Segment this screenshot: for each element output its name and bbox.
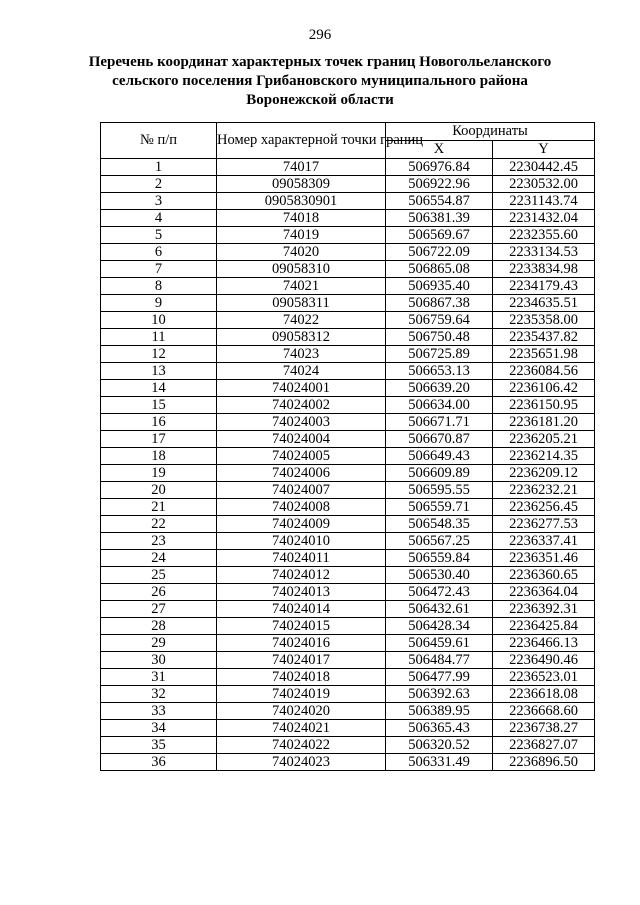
cell-point-number: 74024006 — [217, 465, 386, 482]
table-row — [101, 584, 595, 601]
cell-num: 11 — [101, 329, 217, 346]
cell-point-number: 74024001 — [217, 380, 386, 397]
cell-x: 506569.67 — [386, 227, 493, 244]
cell-num: 3 — [101, 193, 217, 210]
cell-point-number: 74017 — [217, 159, 386, 176]
cell-num: 2 — [101, 176, 217, 193]
cell-num: 24 — [101, 550, 217, 567]
cell-y: 2236738.27 — [493, 720, 595, 737]
cell-x: 506922.96 — [386, 176, 493, 193]
cell-num: 25 — [101, 567, 217, 584]
cell-x: 506381.39 — [386, 210, 493, 227]
cell-x: 506649.43 — [386, 448, 493, 465]
cell-point-number: 74024014 — [217, 601, 386, 618]
table-row — [101, 193, 595, 210]
cell-point-number: 0905830901 — [217, 193, 386, 210]
cell-point-number: 09058309 — [217, 176, 386, 193]
cell-num: 1 — [101, 159, 217, 176]
cell-y: 2236360.65 — [493, 567, 595, 584]
cell-num: 26 — [101, 584, 217, 601]
cell-num: 7 — [101, 261, 217, 278]
cell-num: 30 — [101, 652, 217, 669]
title-line-1: Перечень координат характерных точек границ Новогольеланского — [88, 54, 552, 70]
cell-num: 9 — [101, 295, 217, 312]
table-row — [101, 227, 595, 244]
cell-x: 506365.43 — [386, 720, 493, 737]
cell-x: 506653.13 — [386, 363, 493, 380]
cell-num: 16 — [101, 414, 217, 431]
table-row — [101, 465, 595, 482]
cell-num: 27 — [101, 601, 217, 618]
cell-point-number: 74024017 — [217, 652, 386, 669]
cell-point-number: 74024015 — [217, 618, 386, 635]
cell-y: 2231143.74 — [493, 193, 595, 210]
document-title — [60, 53, 580, 110]
table-row — [101, 159, 595, 176]
cell-y: 2236084.56 — [493, 363, 595, 380]
cell-point-number: 74024019 — [217, 686, 386, 703]
cell-y: 2230442.45 — [493, 159, 595, 176]
cell-y: 2232355.60 — [493, 227, 595, 244]
table-row — [101, 210, 595, 227]
table-row — [101, 567, 595, 584]
table-row — [101, 533, 595, 550]
cell-y: 2234635.51 — [493, 295, 595, 312]
cell-y: 2236523.01 — [493, 669, 595, 686]
header-x: X — [386, 141, 493, 159]
cell-y: 2233134.53 — [493, 244, 595, 261]
table-row — [101, 635, 595, 652]
table-row — [101, 295, 595, 312]
cell-y: 2236232.21 — [493, 482, 595, 499]
cell-point-number: 74024020 — [217, 703, 386, 720]
table-row — [101, 737, 595, 754]
cell-num: 12 — [101, 346, 217, 363]
cell-point-number: 74024009 — [217, 516, 386, 533]
cell-point-number: 74020 — [217, 244, 386, 261]
cell-num: 8 — [101, 278, 217, 295]
header-coordinates: Координаты — [386, 123, 595, 141]
cell-x: 506935.40 — [386, 278, 493, 295]
table-row — [101, 431, 595, 448]
cell-num: 18 — [101, 448, 217, 465]
cell-x: 506559.84 — [386, 550, 493, 567]
cell-num: 32 — [101, 686, 217, 703]
cell-y: 2236214.35 — [493, 448, 595, 465]
table-row — [101, 261, 595, 278]
cell-y: 2236351.46 — [493, 550, 595, 567]
cell-point-number: 74024012 — [217, 567, 386, 584]
cell-y: 2236466.13 — [493, 635, 595, 652]
cell-num: 20 — [101, 482, 217, 499]
table-row — [101, 601, 595, 618]
cell-point-number: 74024010 — [217, 533, 386, 550]
cell-point-number: 09058311 — [217, 295, 386, 312]
cell-num: 23 — [101, 533, 217, 550]
cell-x: 506567.25 — [386, 533, 493, 550]
cell-point-number: 74024005 — [217, 448, 386, 465]
cell-point-number: 74024004 — [217, 431, 386, 448]
cell-x: 506750.48 — [386, 329, 493, 346]
cell-y: 2231432.04 — [493, 210, 595, 227]
table-body — [101, 159, 595, 771]
table-row — [101, 754, 595, 771]
cell-num: 10 — [101, 312, 217, 329]
cell-point-number: 74024021 — [217, 720, 386, 737]
cell-x: 506331.49 — [386, 754, 493, 771]
cell-x: 506671.71 — [386, 414, 493, 431]
table-row — [101, 499, 595, 516]
cell-point-number: 74024022 — [217, 737, 386, 754]
cell-y: 2236392.31 — [493, 601, 595, 618]
cell-y: 2236364.04 — [493, 584, 595, 601]
table-row — [101, 397, 595, 414]
cell-x: 506725.89 — [386, 346, 493, 363]
cell-y: 2234179.43 — [493, 278, 595, 295]
table-row — [101, 278, 595, 295]
cell-num: 17 — [101, 431, 217, 448]
cell-y: 2230532.00 — [493, 176, 595, 193]
cell-y: 2236425.84 — [493, 618, 595, 635]
cell-num: 29 — [101, 635, 217, 652]
table-row — [101, 686, 595, 703]
cell-x: 506389.95 — [386, 703, 493, 720]
table-row — [101, 244, 595, 261]
header-point-number: Номер характерной точки границ — [217, 123, 386, 159]
cell-y: 2236106.42 — [493, 380, 595, 397]
cell-y: 2236668.60 — [493, 703, 595, 720]
table-row — [101, 380, 595, 397]
cell-point-number: 74019 — [217, 227, 386, 244]
table-row — [101, 652, 595, 669]
cell-point-number: 74018 — [217, 210, 386, 227]
table-row — [101, 550, 595, 567]
page-number: 296 — [308, 27, 332, 43]
cell-point-number: 74024011 — [217, 550, 386, 567]
cell-x: 506472.43 — [386, 584, 493, 601]
header-num: № п/п — [101, 123, 217, 159]
table-row — [101, 448, 595, 465]
table-header — [101, 123, 595, 159]
cell-x: 506459.61 — [386, 635, 493, 652]
table-row — [101, 516, 595, 533]
cell-point-number: 74024008 — [217, 499, 386, 516]
cell-x: 506759.64 — [386, 312, 493, 329]
table-row — [101, 176, 595, 193]
cell-point-number: 74023 — [217, 346, 386, 363]
title-line-3: Воронежской области — [246, 92, 394, 108]
cell-y: 2235358.00 — [493, 312, 595, 329]
table-row — [101, 329, 595, 346]
cell-num: 34 — [101, 720, 217, 737]
cell-num: 22 — [101, 516, 217, 533]
table-row — [101, 703, 595, 720]
cell-num: 5 — [101, 227, 217, 244]
cell-num: 13 — [101, 363, 217, 380]
cell-num: 28 — [101, 618, 217, 635]
cell-y: 2233834.98 — [493, 261, 595, 278]
cell-point-number: 74021 — [217, 278, 386, 295]
cell-x: 506976.84 — [386, 159, 493, 176]
cell-x: 506428.34 — [386, 618, 493, 635]
cell-x: 506477.99 — [386, 669, 493, 686]
cell-num: 21 — [101, 499, 217, 516]
table-row — [101, 312, 595, 329]
cell-x: 506554.87 — [386, 193, 493, 210]
table-header-row — [101, 123, 595, 141]
cell-x: 506634.00 — [386, 397, 493, 414]
cell-num: 33 — [101, 703, 217, 720]
cell-y: 2235651.98 — [493, 346, 595, 363]
cell-x: 506548.35 — [386, 516, 493, 533]
coordinates-table — [100, 122, 595, 771]
cell-point-number: 74024023 — [217, 754, 386, 771]
header-y: Y — [493, 141, 595, 159]
cell-point-number: 74022 — [217, 312, 386, 329]
table-row — [101, 346, 595, 363]
cell-x: 506722.09 — [386, 244, 493, 261]
cell-x: 506484.77 — [386, 652, 493, 669]
cell-x: 506392.63 — [386, 686, 493, 703]
table-row — [101, 618, 595, 635]
cell-y: 2236827.07 — [493, 737, 595, 754]
table-row — [101, 482, 595, 499]
cell-y: 2236256.45 — [493, 499, 595, 516]
table-row — [101, 363, 595, 380]
cell-x: 506609.89 — [386, 465, 493, 482]
cell-x: 506639.20 — [386, 380, 493, 397]
cell-num: 36 — [101, 754, 217, 771]
cell-x: 506432.61 — [386, 601, 493, 618]
cell-y: 2236490.46 — [493, 652, 595, 669]
cell-num: 4 — [101, 210, 217, 227]
cell-x: 506530.40 — [386, 567, 493, 584]
cell-x: 506595.55 — [386, 482, 493, 499]
cell-num: 15 — [101, 397, 217, 414]
cell-y: 2236181.20 — [493, 414, 595, 431]
cell-point-number: 74024013 — [217, 584, 386, 601]
cell-x: 506867.38 — [386, 295, 493, 312]
cell-num: 19 — [101, 465, 217, 482]
cell-num: 6 — [101, 244, 217, 261]
table-row — [101, 720, 595, 737]
cell-x: 506670.87 — [386, 431, 493, 448]
cell-y: 2236209.12 — [493, 465, 595, 482]
cell-y: 2236896.50 — [493, 754, 595, 771]
cell-y: 2236205.21 — [493, 431, 595, 448]
cell-x: 506320.52 — [386, 737, 493, 754]
cell-point-number: 74024003 — [217, 414, 386, 431]
cell-point-number: 09058310 — [217, 261, 386, 278]
cell-y: 2236150.95 — [493, 397, 595, 414]
cell-point-number: 74024007 — [217, 482, 386, 499]
title-line-2: сельского поселения Грибановского муниципального района — [112, 73, 528, 89]
cell-num: 35 — [101, 737, 217, 754]
cell-x: 506559.71 — [386, 499, 493, 516]
cell-y: 2235437.82 — [493, 329, 595, 346]
cell-point-number: 74024002 — [217, 397, 386, 414]
cell-num: 31 — [101, 669, 217, 686]
table-row — [101, 414, 595, 431]
cell-point-number: 74024016 — [217, 635, 386, 652]
cell-num: 14 — [101, 380, 217, 397]
cell-point-number: 74024018 — [217, 669, 386, 686]
cell-y: 2236277.53 — [493, 516, 595, 533]
cell-point-number: 09058312 — [217, 329, 386, 346]
table-row — [101, 669, 595, 686]
cell-y: 2236618.08 — [493, 686, 595, 703]
cell-point-number: 74024 — [217, 363, 386, 380]
cell-y: 2236337.41 — [493, 533, 595, 550]
cell-x: 506865.08 — [386, 261, 493, 278]
